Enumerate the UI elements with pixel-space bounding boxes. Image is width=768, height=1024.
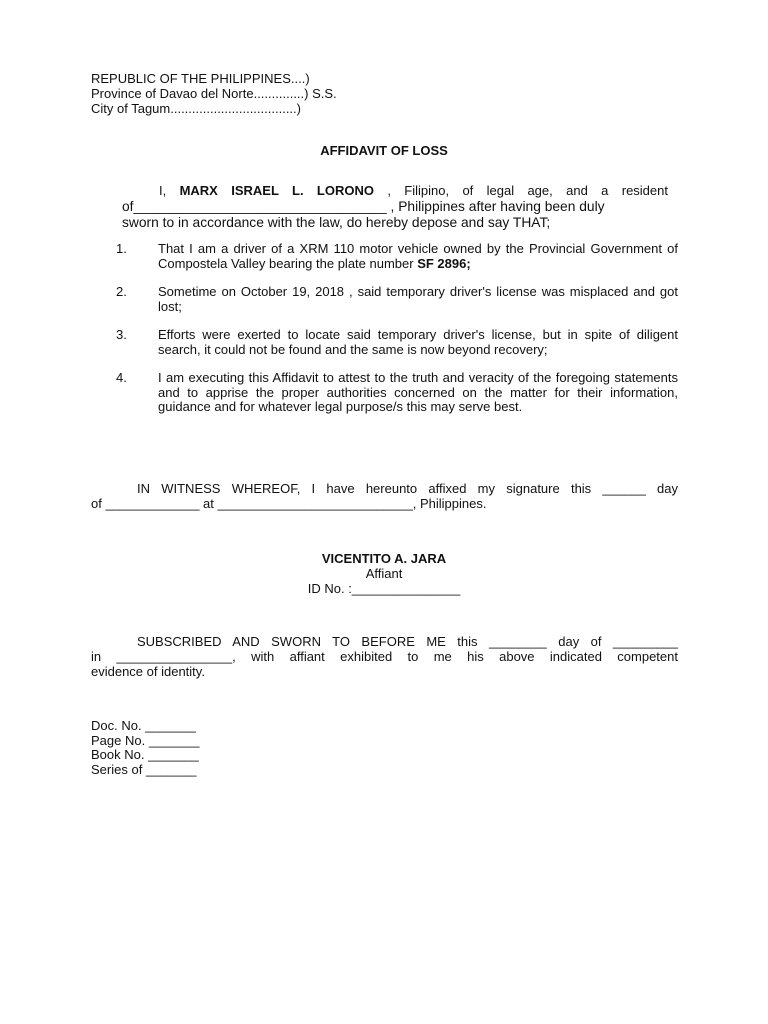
witness-paragraph [91, 481, 678, 511]
jurat-line-1: SUBSCRIBED AND SWORN TO BEFORE ME this ________ day of _________ [137, 634, 678, 649]
venue-republic: REPUBLIC OF THE PHILIPPINES....) [91, 71, 310, 86]
jurat-line-2: in ________________, with affiant exhibited to me his above indicated competent [91, 649, 678, 664]
statement-item [116, 328, 678, 357]
document-title: AFFIDAVIT OF LOSS [320, 143, 448, 158]
statement-item [116, 371, 678, 415]
statement-text: Sometime on October 19, 2018 , said temporary driver's license was misplaced and got lost; [158, 284, 678, 314]
affiant-label: Affiant [365, 566, 403, 581]
series-of: Series of _______ [91, 761, 197, 777]
intro-post: , Filipino, of legal age, and a resident [373, 183, 668, 198]
statement-text: That I am a driver of a XRM 110 motor vehicle owned by the Provincial Government of Compostela Valley bearing the plate number [158, 241, 678, 271]
affiant-name: VICENTITO A. JARA [321, 551, 447, 566]
intro-line-3: sworn to in accordance with the law, do hereby depose and say THAT; [122, 215, 551, 230]
plate-number: SF 2896; [417, 255, 471, 271]
statement-number: 1. [116, 241, 127, 256]
venue-province: Province of Davao del Norte..............) S.S. [91, 86, 337, 101]
statement-number: 3. [116, 327, 127, 342]
statement-text: Efforts were exerted to locate said temporary driver's license, but in spite of diligent search, it could not be found and the same is now beyond recovery; [158, 327, 678, 357]
doc-number: Doc. No. _______ [91, 718, 196, 733]
statement-item [116, 285, 678, 314]
statement-text: I am executing this Affidavit to attest to the truth and veracity of the foregoing statements and to apprise the proper authorities concerned on the matter for their information, guidance and for whatever legal purpose/s this may serve best. [158, 370, 678, 414]
notarial-register [91, 719, 199, 777]
venue-city: City of Tagum...................................) [91, 101, 301, 116]
affiant-name-inline: MARX ISRAEL L. LORONO [179, 183, 374, 198]
statement-number: 2. [116, 284, 127, 299]
affiant-id: ID No. :_______________ [307, 581, 461, 596]
jurat-paragraph [91, 634, 678, 679]
intro-line-1 [122, 183, 668, 199]
intro-pre: I, [159, 183, 180, 198]
witness-line-2: of _____________ at ___________________________, Philippines. [91, 496, 487, 511]
intro-line-2: of_________________________________ , Philippines after having been duly [122, 199, 605, 214]
witness-line-1: IN WITNESS WHEREOF, I have hereunto affixed my signature this ______ day [137, 481, 678, 496]
statement-number: 4. [116, 370, 127, 385]
intro-paragraph [122, 183, 668, 231]
affiant-block [0, 551, 768, 596]
venue-block [91, 71, 337, 116]
statement-item [116, 242, 678, 271]
book-number: Book No. _______ [91, 747, 199, 762]
statement-list [116, 242, 678, 429]
jurat-line-3: evidence of identity. [91, 664, 205, 679]
page-number: Page No. _______ [91, 732, 200, 748]
